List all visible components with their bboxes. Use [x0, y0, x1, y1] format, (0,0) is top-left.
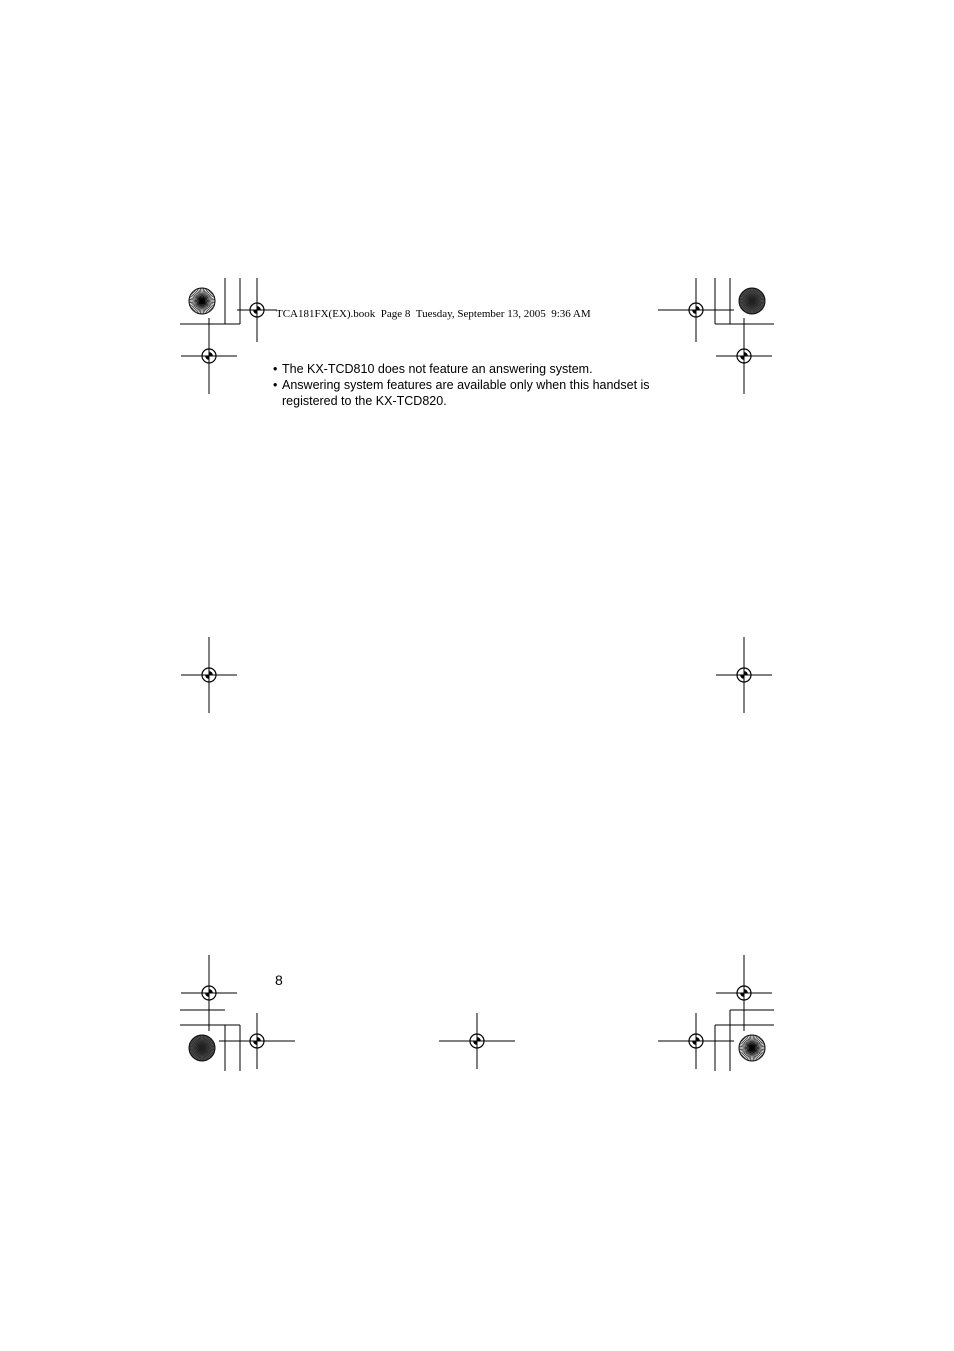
registration-mark-icon [181, 955, 237, 1031]
registration-mark-icon [237, 278, 277, 342]
note-text: The KX-TCD810 does not feature an answering system. [282, 362, 593, 376]
page-number: 8 [275, 972, 283, 988]
registration-mark-icon [716, 318, 772, 394]
color-starburst-icon [189, 288, 215, 314]
print-info-header: TCA181FX(EX).book Page 8 Tuesday, September 13, 2005 9:36 AM [276, 308, 591, 320]
registration-mark-icon [219, 1013, 295, 1069]
color-starburst-icon [739, 288, 765, 314]
notes-list [273, 361, 663, 409]
registration-mark-icon [658, 1013, 734, 1069]
note-text: Answering system features are available only when this handset is registered to the KX-TCD820. [282, 378, 650, 408]
note-item [273, 361, 663, 377]
registration-mark-icon [658, 278, 734, 342]
color-starburst-icon [189, 1035, 215, 1061]
registration-mark-icon [181, 318, 237, 394]
note-item [273, 377, 663, 409]
registration-mark-icon [181, 637, 237, 713]
registration-mark-icon [716, 637, 772, 713]
bullet-icon: • [273, 362, 278, 376]
color-starburst-icon [739, 1035, 765, 1061]
registration-mark-icon [716, 955, 772, 1031]
bullet-icon: • [273, 378, 278, 392]
registration-mark-icon [439, 1013, 515, 1069]
